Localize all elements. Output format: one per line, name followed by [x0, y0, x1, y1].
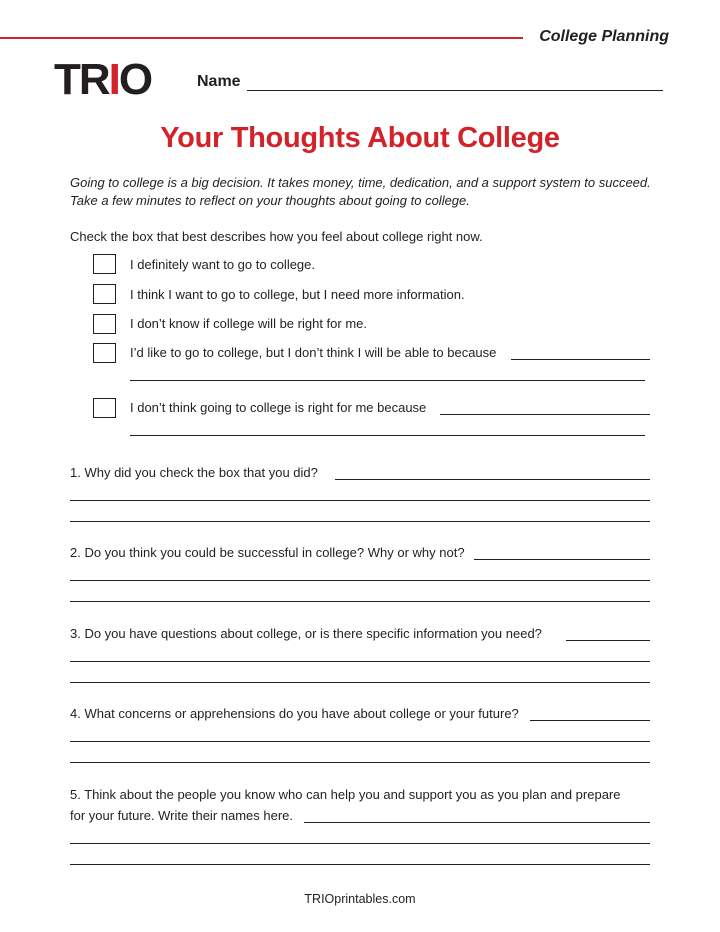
option-label-not-right: I don’t think going to college is right for me because — [130, 400, 427, 415]
intro-text — [70, 174, 660, 210]
question-4-answer-line[interactable] — [70, 741, 650, 742]
question-5-line-1: 5. Think about the people you know who can help you and support you as you plan and prepare — [70, 787, 621, 802]
question-5-answer-line[interactable] — [70, 843, 650, 844]
checkbox-not-right[interactable] — [93, 398, 116, 418]
option-label-definitely: I definitely want to go to college. — [130, 257, 316, 272]
logo-text-i: I — [108, 55, 119, 104]
option-not-right-answer-line[interactable] — [130, 435, 645, 436]
checkbox-need-info[interactable] — [93, 284, 116, 304]
option-unable-answer-line[interactable] — [130, 380, 645, 381]
question-3-answer-line[interactable] — [70, 682, 650, 683]
question-3-answer-line[interactable] — [70, 661, 650, 662]
page-title: Your Thoughts About College — [160, 122, 560, 154]
trio-logo — [54, 55, 152, 104]
checkbox-prompt: Check the box that best describes how you feel about college right now. — [70, 229, 483, 244]
question-2-answer-line[interactable] — [70, 601, 650, 602]
logo-text-tr: TR — [54, 55, 109, 104]
logo-text-o: O — [118, 55, 152, 104]
header-label: College Planning — [539, 28, 669, 45]
option-label-dont-know: I don’t know if college will be right for me. — [130, 316, 367, 331]
option-label-need-info: I think I want to go to college, but I need more information. — [130, 287, 465, 302]
question-3-answer-line[interactable] — [566, 640, 650, 641]
question-3: 3. Do you have questions about college, or is there specific information you need? — [70, 626, 542, 641]
checkbox-unable[interactable] — [93, 343, 116, 363]
option-not-right-answer-line[interactable] — [440, 414, 650, 415]
name-label: Name — [197, 73, 241, 90]
option-label-unable: I’d like to go to college, but I don’t think I will be able to because — [130, 345, 497, 360]
intro-line-1: Going to college is a big decision. It takes money, time, dedication, and a support system to succeed. — [70, 175, 651, 190]
question-1: 1. Why did you check the box that you did? — [70, 465, 318, 480]
question-2-answer-line[interactable] — [474, 559, 650, 560]
question-5-answer-line[interactable] — [70, 864, 650, 865]
question-2-answer-line[interactable] — [70, 580, 650, 581]
option-unable-answer-line[interactable] — [511, 359, 650, 360]
question-4-answer-line[interactable] — [70, 762, 650, 763]
question-4: 4. What concerns or apprehensions do you have about college or your future? — [70, 706, 519, 721]
question-4-answer-line[interactable] — [530, 720, 650, 721]
question-1-answer-line[interactable] — [70, 500, 650, 501]
question-2: 2. Do you think you could be successful in college? Why or why not? — [70, 545, 465, 560]
question-5-answer-line[interactable] — [304, 822, 650, 823]
question-1-answer-line[interactable] — [70, 521, 650, 522]
question-5-line-2: for your future. Write their names here. — [70, 808, 294, 823]
checkbox-definitely[interactable] — [93, 254, 116, 274]
question-1-answer-line[interactable] — [335, 479, 650, 480]
checkbox-dont-know[interactable] — [93, 314, 116, 334]
name-field-line[interactable] — [247, 90, 663, 91]
header-rule — [0, 37, 523, 39]
intro-line-2: Take a few minutes to reflect on your thoughts about going to college. — [70, 193, 470, 208]
footer-website: TRIOprintables.com — [304, 892, 416, 906]
